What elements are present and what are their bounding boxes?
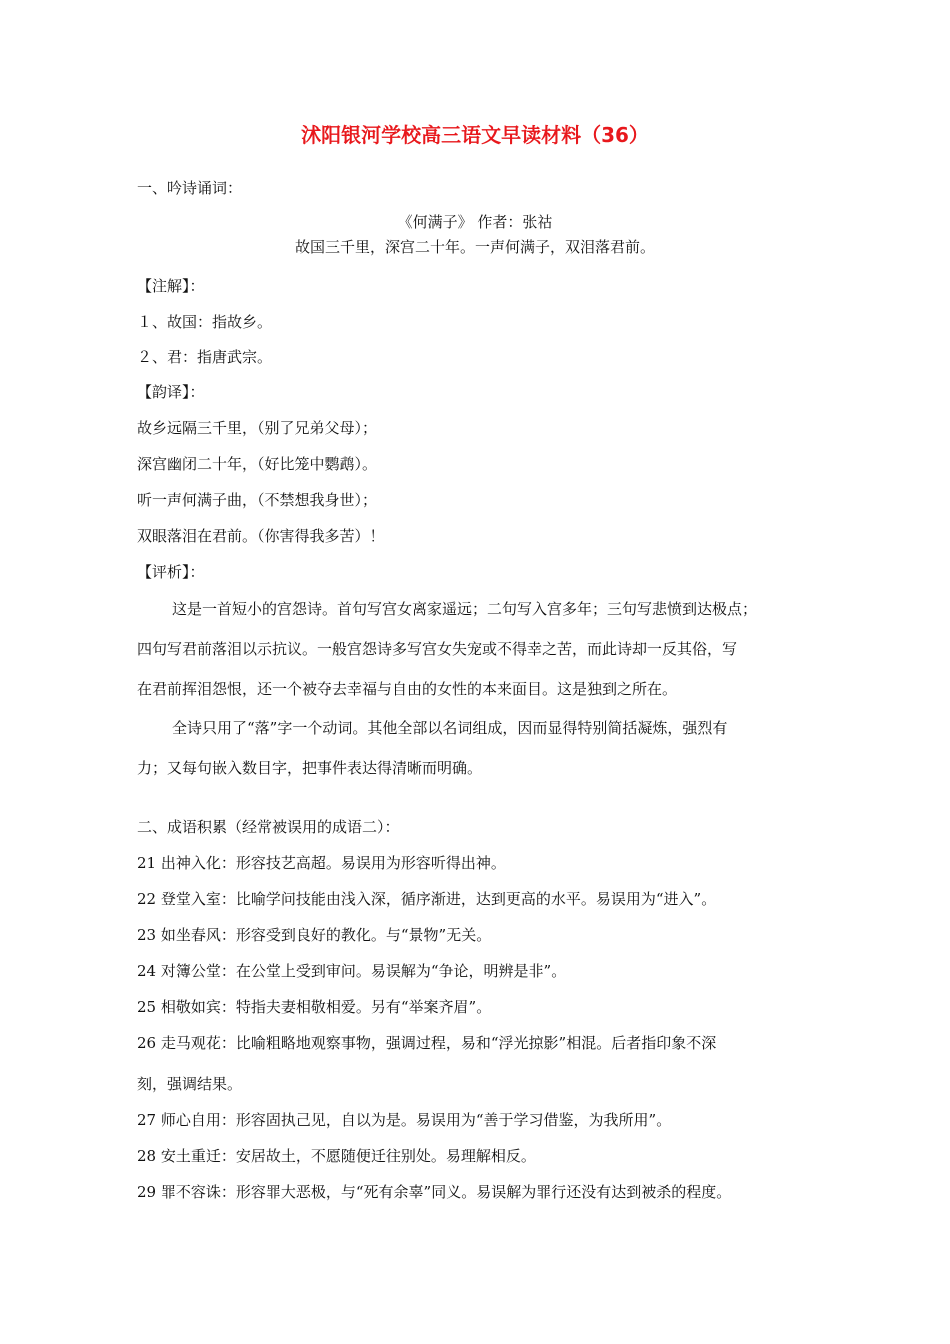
note-item: １、故国：指故乡。 xyxy=(137,313,273,331)
idiom-item: 21 出神入化：形容技艺高超。易误用为形容听得出神。 xyxy=(137,854,506,872)
idiom-item: 26 走马观花：比喻粗略地观察事物，强调过程，易和“浮光掠影”相混。后者指印象不深 xyxy=(137,1034,717,1052)
idiom-item: 28 安土重迁：安居故土，不愿随便迁往别处。易理解相反。 xyxy=(137,1147,536,1165)
idiom-item: 22 登堂入室：比喻学问技能由浅入深，循序渐进，达到更高的水平。易误用为“进入”。 xyxy=(137,890,717,908)
idiom-item: 24 对簿公堂：在公堂上受到审问。易误解为“争论，明辨是非”。 xyxy=(137,962,567,980)
analysis-line: 四句写君前落泪以示抗议。一般宫怨诗多写宫女失宠或不得幸之苦，而此诗却一反其俗，写 xyxy=(137,640,738,658)
translation-line: 深宫幽闭二十年，（好比笼中鹦鹉）。 xyxy=(137,455,378,473)
translation-label: 【韵译】： xyxy=(137,383,205,401)
idiom-item: 23 如坐春风：形容受到良好的教化。与“景物”无关。 xyxy=(137,926,492,944)
section2-heading: 二、成语积累（经常被误用的成语二）： xyxy=(137,818,400,836)
translation-line: 听一声何满子曲，（不禁想我身世）； xyxy=(137,491,378,509)
poem-header: 《何满子》 作者：张祜 xyxy=(397,213,553,231)
notes-label: 【注解】： xyxy=(137,277,205,295)
document-title: 沭阳银河学校高三语文早读材料（36） xyxy=(301,123,649,147)
analysis-line: 在君前挥泪怨恨，还一个被夺去幸福与自由的女性的本来面目。这是独到之所在。 xyxy=(137,680,678,698)
analysis-label: 【评析】： xyxy=(137,563,205,581)
section1-heading: 一、吟诗诵词： xyxy=(137,179,243,197)
idiom-item: 27 师心自用：形容固执己见，自以为是。易误用为“善于学习借鉴，为我所用”。 xyxy=(137,1111,672,1129)
poem-text: 故国三千里，深宫二十年。一声何满子，双泪落君前。 xyxy=(294,238,655,256)
idiom-item-continuation: 刻，强调结果。 xyxy=(137,1075,243,1093)
analysis-line: 力；又每句嵌入数目字，把事件表达得清晰而明确。 xyxy=(137,759,483,777)
note-item: ２、君：指唐武宗。 xyxy=(137,348,273,366)
translation-line: 故乡远隔三千里，（别了兄弟父母）； xyxy=(137,419,378,437)
translation-line: 双眼落泪在君前。（你害得我多苦）！ xyxy=(137,527,385,545)
idiom-item: 29 罪不容诛：形容罪大恶极，与“死有余辜”同义。易误解为罪行还没有达到被杀的程度。 xyxy=(137,1183,732,1201)
analysis-line: 这是一首短小的宫怨诗。首句写宫女离家遥远；二句写入宫多年；三句写悲愤到达极点； xyxy=(172,600,758,618)
idiom-item: 25 相敬如宾：特指夫妻相敬相爱。另有“举案齐眉”。 xyxy=(137,998,492,1016)
analysis-line: 全诗只用了“落”字一个动词。其他全部以名词组成，因而显得特别简括凝炼，强烈有 xyxy=(172,719,728,737)
